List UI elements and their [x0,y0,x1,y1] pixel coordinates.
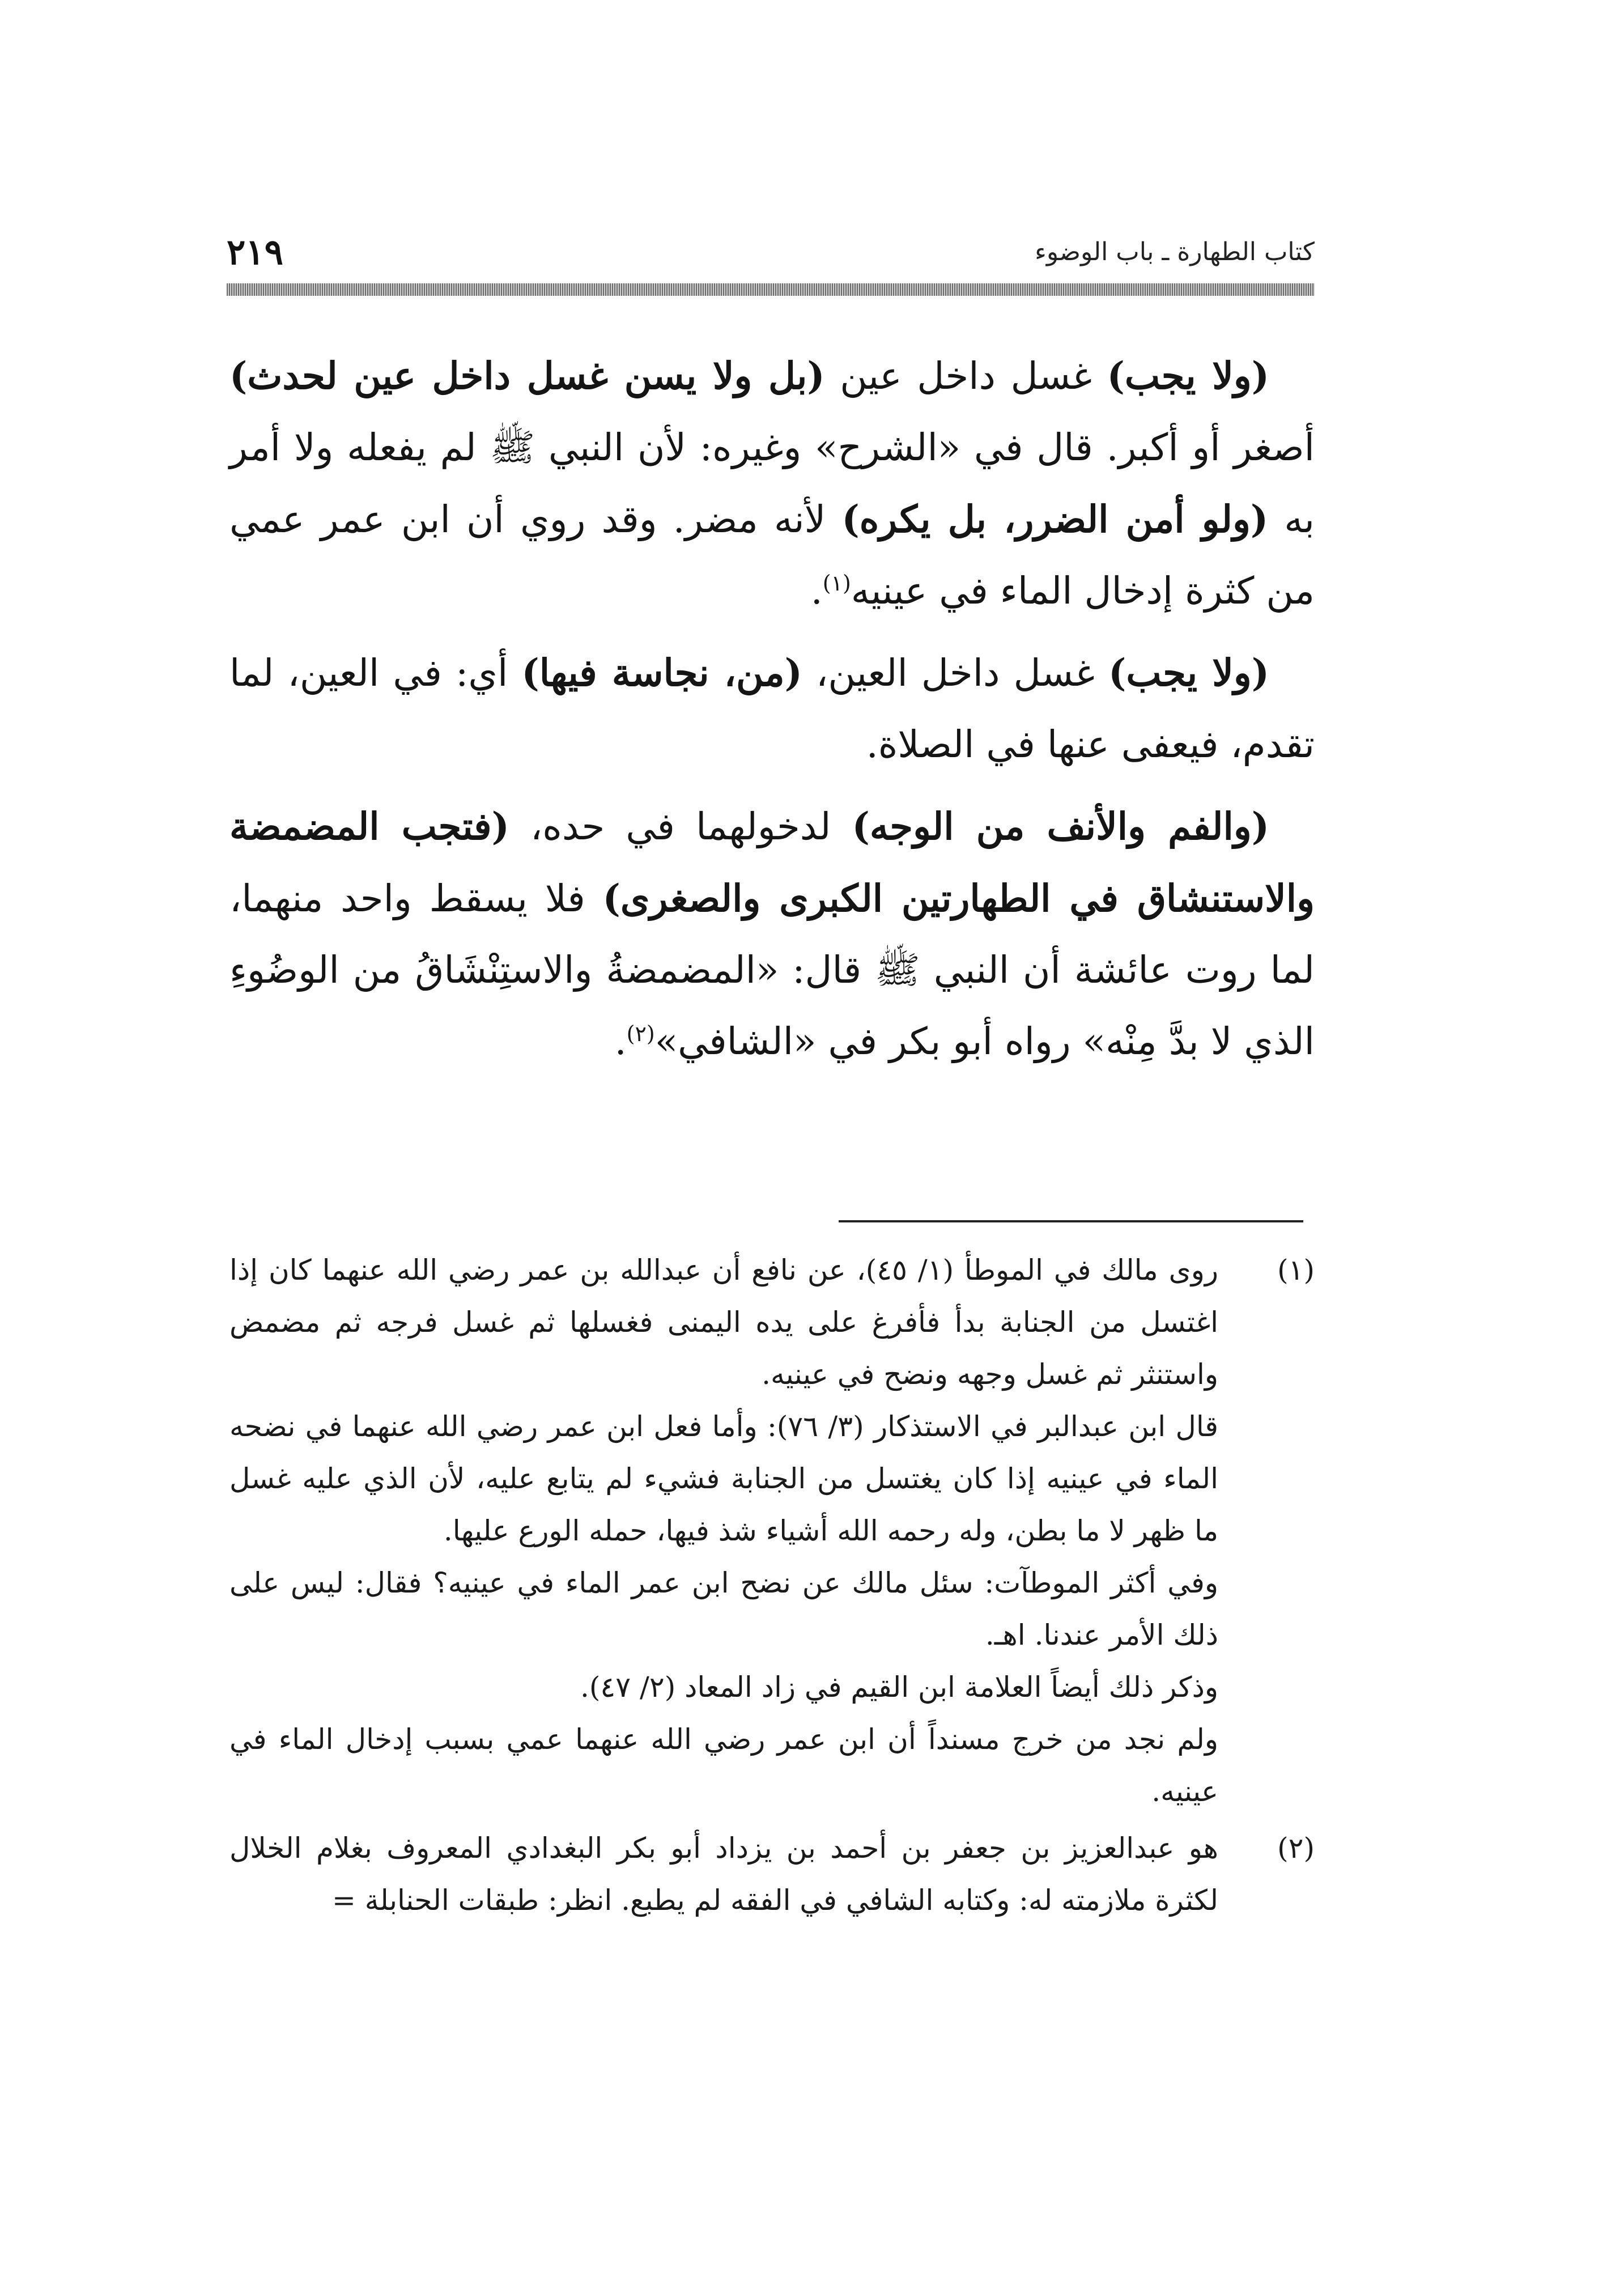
footnote-paragraph: وذكر ذلك أيضاً العلامة ابن القيم في زاد المعاد (٢/ ٤٧). [580,1671,1218,1704]
page-number: ٢١٩ [227,231,283,273]
footnote-paragraph: وفي أكثر الموطآت: سئل مالك عن نضح ابن عمر الماء في عينيه؟ فقال: ليس على ذلك الأمر عندنا. اهـ. [229,1566,1218,1651]
running-title: كتاب الطهارة ـ باب الوضوء [1035,237,1315,266]
sentence-end: . [614,1020,627,1063]
matn-text: (بل ولا يسن غسل داخل عين لحدث) [229,354,825,398]
sharh-text: لأنه مضر. وقد روي أن ابن عمر عمي من كثرة إدخال الماء في عينيه [229,498,1315,613]
header-divider [227,283,1315,296]
footnote-paragraph: ولم نجد من خرج مسنداً أن ابن عمر رضي الله عنهما عمي بسبب إدخال الماء في عينيه. [229,1723,1218,1808]
footnote-2 [229,1822,1315,1926]
matn-text: (والفم والأنف من الوجه) [852,804,1269,848]
footnote-paragraph: روى مالك في الموطأ (١/ ٤٥)، عن نافع أن عبدالله بن عمر رضي الله عنهما كان إذا اغتسل من الجنابة بدأ فأفرغ على يده اليمنى فغسلها ثم غسل فرجه ثم مضمض واستنثر ثم غسل وجهه ونضح في عينيه. [229,1254,1218,1391]
sharh-text: أي: في العين، لما تقدم، فيعفى عنها في الصلاة. [229,651,1315,766]
matn-text: (فتجب المضمضة والاستنشاق في الطهارتين الكبرى والصغرى) [229,804,1315,920]
paragraph-2 [229,637,1315,780]
footnote-separator [839,1220,1303,1222]
footnote-paragraph: هو عبدالعزيز بن جعفر بن أحمد بن يزداد أبو بكر البغدادي المعروف بغلام الخلال لكثرة ملازمته له: وكتابه الشافي في الفقه لم يطبع. انظر: طبقات الحنابلة = [229,1832,1218,1917]
footnote-marker: (١) [822,571,851,596]
footnote-paragraph: قال ابن عبدالبر في الاستذكار (٣/ ٧٦): وأما فعل ابن عمر رضي الله عنهما في نضحه الماء في عينيه إذا كان يغتسل من الجنابة فشيء لم يتابع عليه، لأن الذي عليه غسل ما ظهر لا ما بطن، وله رحمه الله أشياء شذ فيها، حمله الورع عليها. [229,1410,1218,1547]
page-header [227,230,1315,275]
matn-text: (ولا يجب) [1107,354,1270,398]
sentence-end: . [810,569,823,613]
matn-text: (ولا يجب) [1108,651,1269,695]
sharh-text: أصغر أو أكبر. قال في «الشرح» وغيره: لأن النبي ﷺ لم يفعله ولا أمر به [229,426,1315,541]
sharh-text: غسل داخل عين [824,354,1107,398]
sharh-text: فلا يسقط واحد منهما، لما روت عائشة أن النبي ﷺ قال: «المضمضةُ والاستِنْشَاقُ من الوضُوءِ الذي لا بدَّ مِنْه» رواه أبو بكر في «الشافي» [229,877,1315,1063]
footnote-number: (٢) [1277,1832,1315,1865]
footnote-number: (١) [1277,1254,1315,1286]
footnote-marker: (٢) [626,1021,655,1046]
matn-text: (ولو أمن الضرر، بل يكره) [841,497,1269,541]
main-text [229,340,1315,1088]
matn-text: (من، نجاسة فيها) [521,651,802,695]
sharh-text: لدخولهما في حده، [509,805,852,848]
footnote-1 [229,1244,1315,1818]
paragraph-1 [229,340,1315,627]
sharh-text: غسل داخل العين، [802,651,1109,695]
paragraph-3 [229,791,1315,1077]
footnotes [229,1244,1315,1926]
